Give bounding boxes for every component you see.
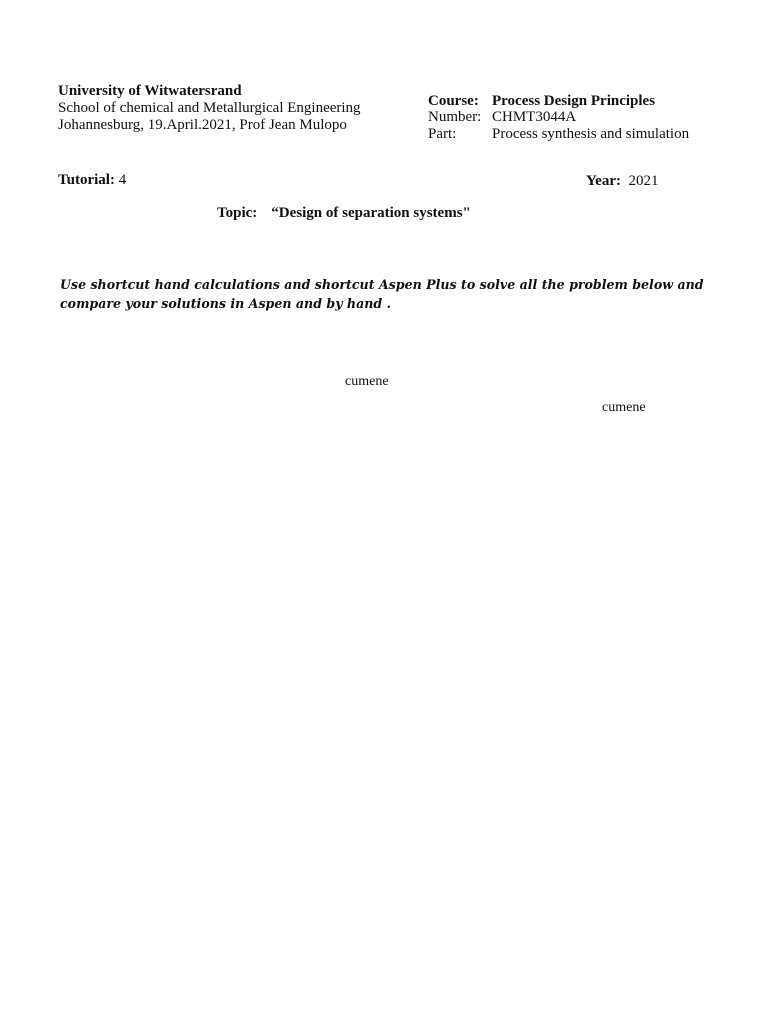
year-line	[586, 172, 658, 190]
number-label: Number:	[428, 109, 482, 125]
number-value: CHMT3044A	[492, 109, 577, 125]
tutorial-line	[58, 171, 126, 189]
topic-label: Topic:	[217, 205, 258, 221]
university-name: University of Witwatersrand	[58, 83, 242, 99]
course-label: Course:	[428, 93, 479, 109]
part-value: Process synthesis and simulation	[492, 126, 690, 142]
place-date-professor: Johannesburg, 19.April.2021, Prof Jean Mulopo	[58, 117, 347, 133]
instructions-text: Use shortcut hand calculations and shortcut Aspen Plus to solve all the problem below and compare your solutions in Aspen and by hand .	[60, 277, 704, 311]
cumene-label: cumene	[345, 374, 389, 389]
course-value: Process Design Principles	[492, 93, 656, 109]
tutorial-label: Tutorial:	[58, 172, 115, 188]
topic-value: “Design of separation systems"	[271, 205, 471, 221]
part-row	[428, 125, 689, 143]
topic-line	[217, 204, 471, 222]
year-label: Year:	[586, 173, 621, 189]
cumene-label-secondary: cumene	[602, 400, 646, 415]
school-name: School of chemical and Metallurgical Engineering	[58, 100, 361, 116]
number-row	[428, 108, 576, 126]
tutorial-value: 4	[118, 172, 127, 188]
part-label: Part:	[428, 126, 457, 142]
year-value: 2021	[628, 173, 659, 189]
